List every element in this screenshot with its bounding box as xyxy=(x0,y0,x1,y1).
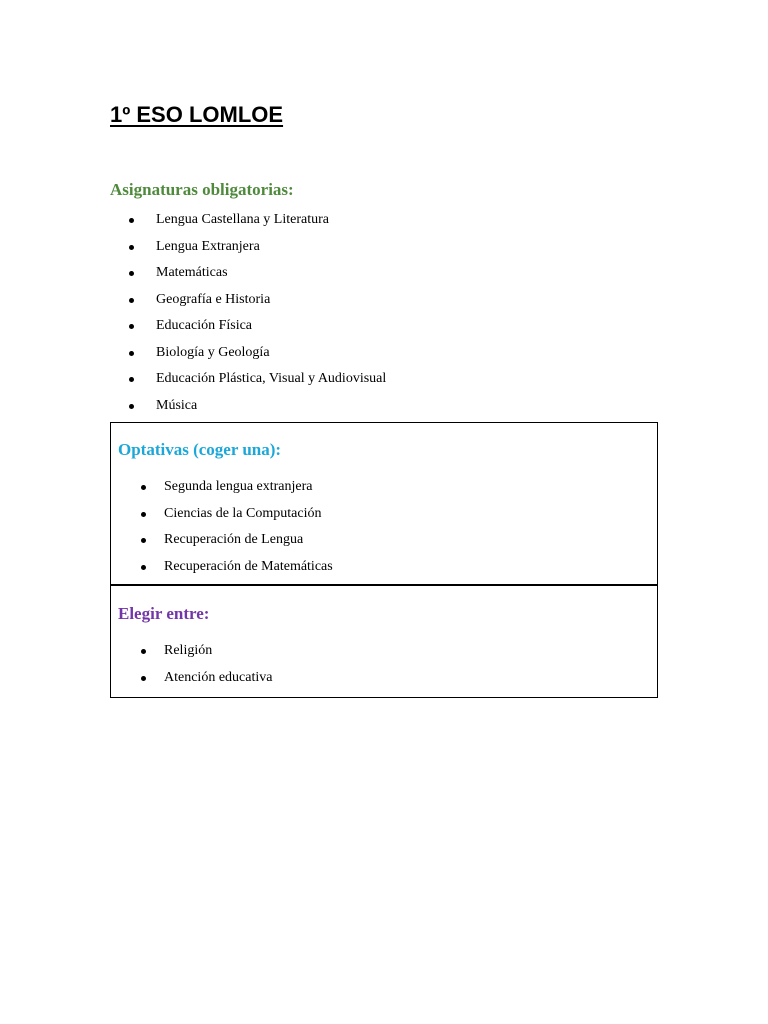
list-item-label: Biología y Geología xyxy=(156,344,270,360)
bullet-icon xyxy=(141,565,146,570)
list-item xyxy=(110,263,658,290)
list-item xyxy=(110,369,658,396)
list-item-label: Educación Física xyxy=(156,318,253,333)
bullet-icon xyxy=(129,218,134,223)
list-item xyxy=(111,641,657,668)
list-item-label: Lengua Castellana y Literatura xyxy=(156,212,329,227)
bullet-icon xyxy=(141,649,146,654)
bullet-icon xyxy=(129,245,134,250)
list-item xyxy=(111,504,657,531)
list-item-label: Música xyxy=(156,397,198,413)
list-item xyxy=(110,210,658,237)
bullet-icon xyxy=(141,538,146,543)
bullet-icon xyxy=(129,271,134,276)
list-item-label: Religión xyxy=(164,643,213,658)
bullet-icon xyxy=(129,351,134,356)
page-title: 1º ESO LOMLOE xyxy=(110,102,284,127)
list-item xyxy=(110,237,658,264)
list-item-label: Segunda lengua extranjera xyxy=(164,479,313,494)
bullet-icon xyxy=(129,377,134,382)
list-item-label: Atención educativa xyxy=(164,669,273,685)
list-item xyxy=(111,477,657,504)
list-item xyxy=(110,290,658,317)
list-item xyxy=(110,396,658,423)
elegir-heading: Elegir entre: xyxy=(118,604,210,623)
list-item-label: Recuperación de Matemáticas xyxy=(164,558,333,574)
list-item xyxy=(110,316,658,343)
list-item-label: Lengua Extranjera xyxy=(156,238,260,254)
list-item-label: Ciencias de la Computación xyxy=(164,505,322,521)
list-item xyxy=(111,668,657,695)
bullet-icon xyxy=(129,298,134,303)
optativas-list xyxy=(111,477,657,583)
elegir-list xyxy=(111,641,657,694)
list-item-label: Recuperación de Lengua xyxy=(164,532,304,547)
list-item xyxy=(111,530,657,557)
elegir-box xyxy=(110,584,658,698)
bullet-icon xyxy=(141,676,146,681)
obligatorias-section xyxy=(110,179,658,422)
bullet-icon xyxy=(141,512,146,517)
optativas-box xyxy=(110,422,658,585)
bullet-icon xyxy=(141,485,146,490)
list-item xyxy=(110,343,658,370)
list-item-label: Educación Plástica, Visual y Audiovisual xyxy=(156,371,387,386)
list-item xyxy=(111,557,657,584)
obligatorias-list xyxy=(110,210,658,422)
obligatorias-heading: Asignaturas obligatorias: xyxy=(110,180,294,199)
bullet-icon xyxy=(129,324,134,329)
optativas-heading: Optativas (coger una): xyxy=(118,440,282,459)
list-item-label: Matemáticas xyxy=(156,265,228,280)
bullet-icon xyxy=(129,404,134,409)
list-item-label: Geografía e Historia xyxy=(156,291,271,307)
